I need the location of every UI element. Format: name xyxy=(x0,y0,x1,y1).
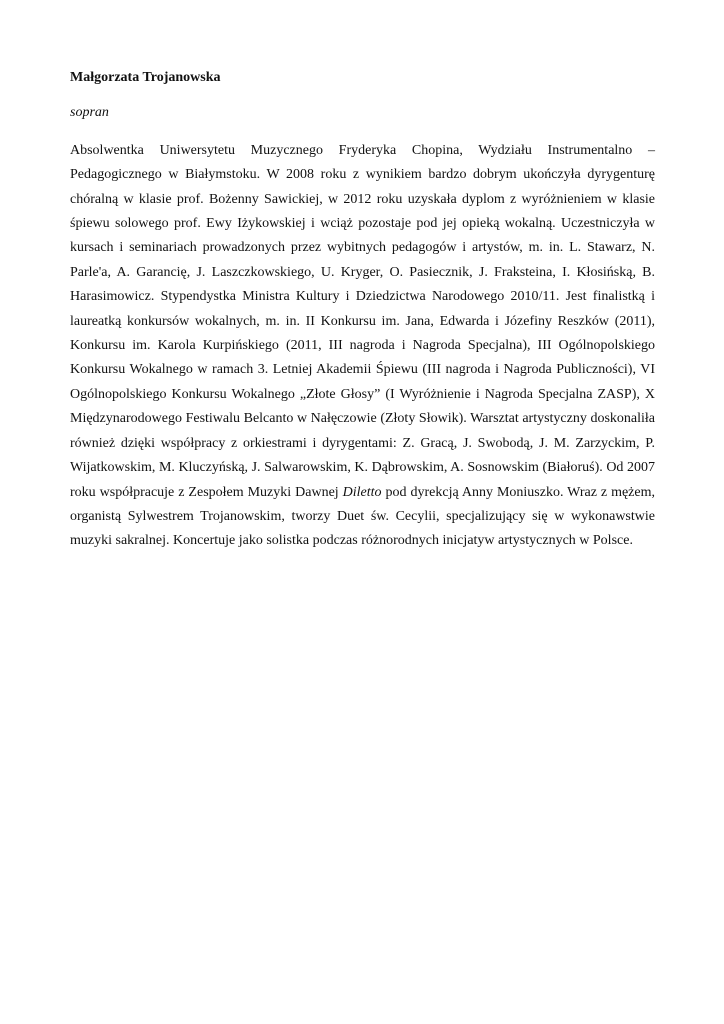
artist-name: Małgorzata Trojanowska xyxy=(70,70,221,85)
biography-text-part-1: Absolwentka Uniwersytetu Muzycznego Fryderyka Chopina, Wydziału Instrumentalno – Pedagogicznego w Białymstoku. W 2008 roku z wynikiem bardzo dobrym ukończyła dyrygenturę chóralną w klasie prof. Bożenny Sawickiej, w 2012 roku uzyskała dyplom z wyróżnieniem w klasie śpiewu solowego prof. Ewy Iżykowskiej i wciąż pozostaje pod jej opieką wokalną. Uczestniczyła w kursach i seminariach prowadzonych przez wybitnych pedagogów i artystów, m. in. L. Stawarz, N. Parle'a, A. Garancię, J. Laszczkowskiego, U. Kryger, O. Pasiecznik, J. Fraksteina, I. Kłosińską, B. Harasimowicz. Stypendystka Ministra Kultury i Dziedzictwa Narodowego 2010/11. Jest finalistką i laureatką konkursów wokalnych, m. in. II Konkursu im. Jana, Edwarda i Józefiny Reszków (2011), Konkursu im. Karola Kurpińskiego (2011, III nagroda i Nagroda Specjalna), III Ogólnopolskiego Konkursu Wokalnego w ramach 3. Letniej Akademii Śpiewu (III nagroda i Nagroda Publiczności), VI Ogólnopolskiego Konkursu Wokalnego „Złote Głosy” (I Wyróżnienie i Nagroda Specjalna ZASP), X Międzynarodowego Festiwalu Belcanto w Nałęczowie (Złoty Słowik). Warsztat artystyczny doskonaliła również dzięki współpracy z orkiestrami i dyrygentami: Z. Gracą, J. Swobodą, J. M. Zarzyckim, P. Wijatkowskim, M. Kluczyńską, J. Salwarowskim, K. Dąbrowskim, A. Sosnowskim (Białoruś). Od 2007 roku współpracuje z Zespołem Muzyki Dawnej xyxy=(70,142,655,500)
ensemble-name: Diletto xyxy=(342,484,382,500)
artist-biography xyxy=(70,139,655,554)
biography-text-part-2: pod dyrekcją Anny Moniuszko. Wraz z mężem, organistą Sylwestrem Trojanowskim, tworzy Duet św. Cecylii, specjalizujący się w wykonawstwie muzyki sakralnej. Koncertuje jako solistka podczas różnorodnych inicjatyw artystycznych w Polsce. xyxy=(70,484,656,549)
artist-voice-type: sopran xyxy=(70,105,109,121)
document-body xyxy=(70,66,655,554)
